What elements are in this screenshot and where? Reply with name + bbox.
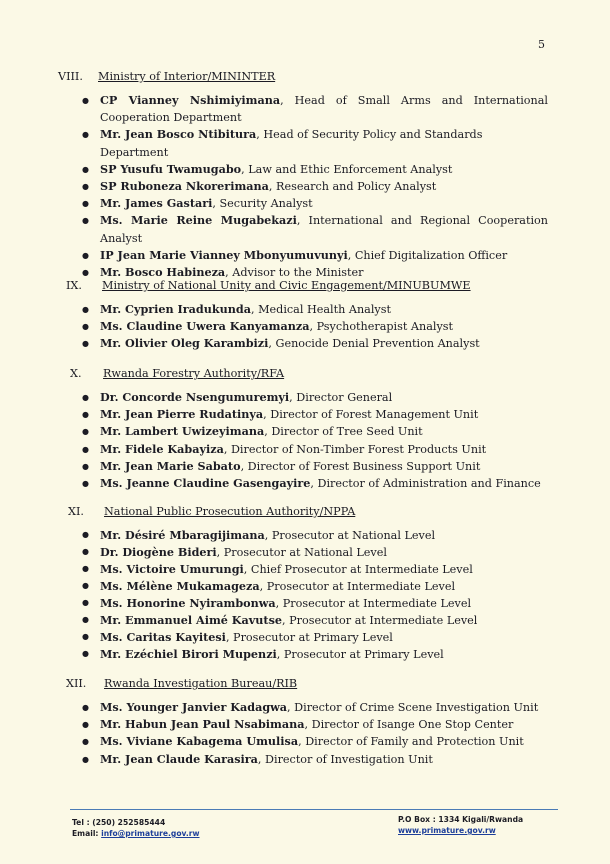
- list-item: [100, 195, 548, 212]
- person-role: , Prosecutor at Intermediate Level: [259, 580, 456, 593]
- person-role: , International and Regional Cooperation Analyst: [100, 214, 548, 245]
- person-role: , Prosecutor at Intermediate Level: [275, 597, 472, 610]
- person-name: Mr. Habun Jean Paul Nsabimana: [100, 717, 305, 732]
- list-item: [100, 595, 548, 612]
- list-item: [100, 527, 548, 544]
- person-role: , Advisor to the Minister: [225, 266, 364, 280]
- person-role: , Psychotherapist Analyst: [309, 320, 454, 334]
- person-name: Ms. Viviane Kabagema Umulisa: [100, 734, 299, 749]
- person-name: Ms. Victoire Umurungi: [100, 562, 244, 576]
- person-role: , Director of Crime Scene Investigation Unit: [287, 701, 539, 714]
- person-role: , Law and Ethic Enforcement Analyst: [241, 162, 453, 176]
- section-title: Rwanda Forestry Authority/RFA: [103, 367, 285, 380]
- person-role: , Genocide Denial Prevention Analyst: [268, 337, 480, 351]
- list-item: [100, 318, 548, 335]
- person-role: , Prosecutor at Intermediate Level: [282, 614, 478, 627]
- person-role: , Prosecutor at National Level: [264, 529, 436, 542]
- section-title: Ministry of Interior/MININTER: [98, 70, 276, 83]
- person-role: , Research and Policy Analyst: [268, 180, 437, 194]
- list-item: [100, 441, 548, 458]
- section-number: XII.: [66, 677, 87, 690]
- person-role: , Security Analyst: [212, 197, 313, 211]
- person-name: Ms. Claudine Uwera Kanyamanza: [100, 319, 310, 334]
- list-item: [100, 458, 548, 475]
- person-name: Mr. Bosco Habineza: [100, 265, 226, 280]
- list-item: [100, 247, 548, 264]
- list-item: [100, 544, 548, 561]
- person-name: IP Jean Marie Vianney Mbonyumuvunyi: [100, 247, 348, 262]
- person-name: Mr. Lambert Uwizeyimana: [100, 424, 265, 439]
- person-role: , Director of Forest Business Support Unit: [240, 459, 481, 473]
- section-mininter: [0, 70, 610, 281]
- person-name: CP Vianney Nshimiyimana: [100, 93, 281, 107]
- person-role: , Prosecutor at National Level: [216, 546, 387, 559]
- person-name: Mr. Jean Claude Karasira: [100, 751, 258, 766]
- person-name: Ms. Honorine Nyirambonwa: [100, 596, 276, 610]
- section-number: IX.: [66, 279, 82, 292]
- person-name: Mr. Fidele Kabayiza: [100, 441, 224, 456]
- list-item: [100, 646, 548, 663]
- section-minubumwe: [0, 279, 610, 353]
- person-role: , Director of Family and Protection Unit: [298, 735, 524, 749]
- section-title: Ministry of National Unity and Civic Engagement/MINUBUMWE: [102, 279, 471, 292]
- person-name: Mr. Jean Bosco Ntibitura: [100, 127, 257, 142]
- person-name: Ms. Younger Janvier Kadagwa: [100, 700, 288, 714]
- person-role: , Director General: [289, 391, 393, 404]
- list-item: [100, 126, 548, 160]
- person-role: , Prosecutor at Primary Level: [225, 631, 393, 644]
- list-item: [100, 178, 548, 195]
- list-item: [100, 751, 548, 768]
- person-name: Mr. Jean Marie Sabato: [100, 458, 241, 473]
- footer-po-box: P.O Box : 1334 Kigali/Rwanda: [398, 815, 524, 824]
- person-role: , Director of Non-Timber Forest Products Unit: [223, 442, 487, 456]
- section-title: National Public Prosecution Authority/NPPA: [104, 505, 356, 518]
- person-role: , Head of Small Arms and International Cooperation Department: [100, 94, 548, 125]
- list-item: [100, 699, 548, 716]
- section-rib: [0, 677, 610, 768]
- section-number: VIII.: [58, 70, 83, 83]
- person-role: , Director of Administration and Finance: [310, 477, 541, 491]
- footer-email-link[interactable]: info@primature.gov.rw: [101, 829, 200, 838]
- person-name: Ms. Mélène Mukamageza: [100, 579, 260, 593]
- person-name: Mr. Cyprien Iradukunda: [100, 302, 251, 316]
- person-role: , Chief Prosecutor at Intermediate Level: [243, 563, 473, 576]
- person-name: Ms. Marie Reine Mugabekazi: [100, 213, 297, 228]
- person-role: , Director of Forest Management Unit: [263, 408, 479, 422]
- footer-tel: Tel : (250) 252585444: [72, 818, 166, 827]
- list-item: [100, 423, 548, 440]
- list-item: [100, 161, 548, 178]
- page-number: 5: [538, 38, 545, 51]
- footer-divider: [70, 809, 558, 810]
- person-name: SP Yusufu Twamugabo: [100, 161, 242, 176]
- person-name: Mr. Olivier Oleg Karambizi: [100, 336, 269, 351]
- footer-email: [72, 829, 200, 838]
- list-item: [100, 475, 548, 492]
- section-number: X.: [70, 367, 82, 380]
- person-name: Ms. Caritas Kayitesi: [100, 630, 226, 644]
- person-role: , Chief Digitalization Officer: [347, 248, 508, 262]
- section-rfa: [0, 367, 610, 492]
- person-name: Mr. Jean Pierre Rudatinya: [100, 407, 264, 422]
- list-item: [100, 716, 548, 733]
- section-nppa: [0, 505, 610, 663]
- person-name: Mr. Ezéchiel Birori Mupenzi: [100, 647, 277, 661]
- person-name: Dr. Concorde Nsengumuremyi: [100, 390, 290, 404]
- list-item: [100, 301, 548, 318]
- person-name: SP Ruboneza Nkorerimana: [100, 179, 269, 194]
- section-number: XI.: [68, 505, 84, 518]
- list-item: [100, 389, 548, 406]
- footer-website: [398, 826, 496, 835]
- list-item: [100, 335, 548, 352]
- footer-website-link[interactable]: www.primature.gov.rw: [398, 826, 496, 835]
- list-item: [100, 92, 548, 126]
- person-name: Ms. Jeanne Claudine Gasengayire: [100, 476, 311, 491]
- section-title: Rwanda Investigation Bureau/RIB: [104, 677, 298, 690]
- person-role: , Director of Isange One Stop Center: [304, 718, 514, 732]
- footer-email-label: Email:: [72, 829, 102, 838]
- person-name: Mr. James Gastari: [100, 196, 213, 211]
- person-role: , Medical Health Analyst: [250, 303, 391, 316]
- person-role: , Director of Tree Seed Unit: [264, 425, 423, 439]
- list-item: [100, 406, 548, 423]
- list-item: [100, 629, 548, 646]
- person-name: Dr. Diogène Bideri: [100, 545, 217, 559]
- list-item: [100, 733, 548, 750]
- person-role: , Head of Security Policy and Standards Department: [100, 128, 483, 159]
- list-item: [100, 212, 548, 246]
- person-name: Mr. Désiré Mbaragijimana: [100, 528, 265, 542]
- list-item: [100, 578, 548, 595]
- list-item: [100, 612, 548, 629]
- list-item: [100, 561, 548, 578]
- person-name: Mr. Emmanuel Aimé Kavutse: [100, 613, 282, 627]
- person-role: , Director of Investigation Unit: [257, 752, 433, 766]
- person-role: , Prosecutor at Primary Level: [276, 648, 444, 661]
